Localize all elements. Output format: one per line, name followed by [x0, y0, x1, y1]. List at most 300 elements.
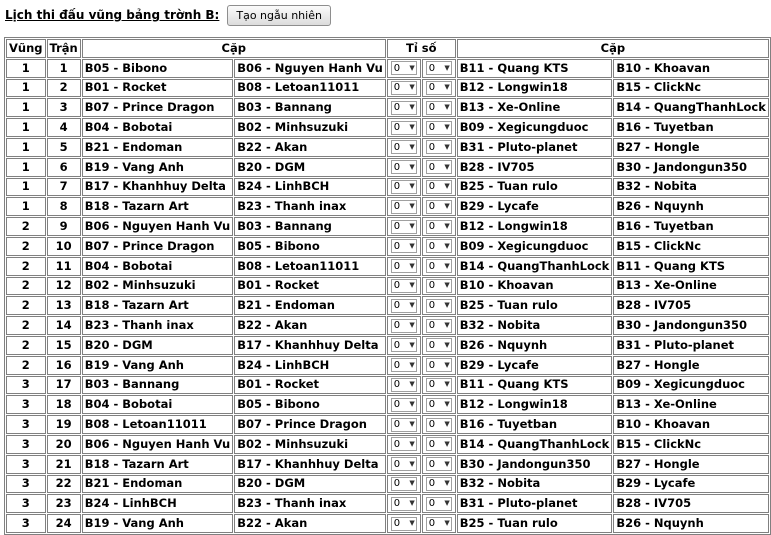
team-cell: B05 - Bibono	[82, 59, 234, 78]
dropdown-arrow-icon: ▼	[409, 241, 415, 250]
team-cell: B28 - IV705	[613, 296, 769, 315]
score-cell	[387, 277, 421, 296]
score-select-value: 0	[428, 221, 436, 233]
team-cell: B05 - Bibono	[234, 237, 386, 256]
score-cell	[387, 514, 421, 533]
team-cell: B20 - DGM	[234, 475, 386, 494]
team-cell: B25 - Tuan rulo	[457, 514, 613, 533]
score-select[interactable]	[426, 477, 452, 491]
team-cell: B29 - Lycafe	[457, 197, 613, 216]
zone-cell: 3	[6, 435, 46, 454]
table-row	[6, 59, 769, 78]
team-cell: B07 - Prince Dragon	[82, 237, 234, 256]
score-select[interactable]	[391, 61, 417, 75]
team-cell: B10 - Khoavan	[457, 277, 613, 296]
table-header-row	[6, 39, 769, 58]
zone-cell: 1	[6, 59, 46, 78]
dropdown-arrow-icon: ▼	[409, 142, 415, 151]
team-cell: B01 - Rocket	[234, 277, 386, 296]
zone-cell: 3	[6, 494, 46, 513]
table-row	[6, 217, 769, 236]
zone-cell: 2	[6, 217, 46, 236]
team-cell: B18 - Tazarn Art	[82, 296, 234, 315]
round-cell: 23	[47, 494, 81, 513]
score-select[interactable]	[426, 497, 452, 511]
team-cell: B18 - Tazarn Art	[82, 455, 234, 474]
score-select[interactable]	[426, 61, 452, 75]
zone-cell: 3	[6, 514, 46, 533]
table-row	[6, 455, 769, 474]
team-cell: B17 - Khanhhuy Delta	[82, 178, 234, 197]
zone-cell: 3	[6, 455, 46, 474]
team-cell: B21 - Endoman	[82, 138, 234, 157]
header-zone: Vũng	[6, 39, 46, 58]
zone-cell: 2	[6, 316, 46, 335]
round-cell: 22	[47, 475, 81, 494]
score-select[interactable]	[426, 378, 452, 392]
score-cell	[387, 98, 421, 117]
score-select-value: 0	[428, 141, 436, 153]
round-cell: 17	[47, 376, 81, 395]
table-row	[6, 395, 769, 414]
dropdown-arrow-icon: ▼	[409, 499, 415, 508]
dropdown-arrow-icon: ▼	[444, 479, 450, 488]
score-select-value: 0	[393, 339, 401, 351]
team-cell: B14 - QuangThanhLock	[613, 98, 769, 117]
score-cell	[387, 138, 421, 157]
dropdown-arrow-icon: ▼	[444, 301, 450, 310]
score-select-value: 0	[428, 438, 436, 450]
dropdown-arrow-icon: ▼	[444, 420, 450, 429]
score-select[interactable]	[391, 259, 417, 273]
round-cell: 12	[47, 277, 81, 296]
score-select-value: 0	[393, 518, 401, 530]
score-cell	[387, 217, 421, 236]
score-select[interactable]	[426, 239, 452, 253]
dropdown-arrow-icon: ▼	[444, 222, 450, 231]
table-row	[6, 356, 769, 375]
score-select-value: 0	[428, 339, 436, 351]
score-cell	[387, 158, 421, 177]
team-cell: B17 - Khanhhuy Delta	[234, 455, 386, 474]
team-cell: B23 - Thanh inax	[82, 316, 234, 335]
team-cell: B15 - ClickNc	[613, 435, 769, 454]
team-cell: B31 - Pluto-planet	[457, 138, 613, 157]
score-cell	[422, 514, 456, 533]
score-select[interactable]	[426, 101, 452, 115]
team-cell: B32 - Nobita	[457, 316, 613, 335]
score-select[interactable]	[391, 140, 417, 154]
table-row	[6, 178, 769, 197]
score-select[interactable]	[426, 220, 452, 234]
score-select[interactable]	[426, 338, 452, 352]
score-select[interactable]	[426, 319, 452, 333]
score-cell	[422, 197, 456, 216]
score-select-value: 0	[393, 240, 401, 252]
round-cell: 24	[47, 514, 81, 533]
round-cell: 2	[47, 79, 81, 98]
round-cell: 5	[47, 138, 81, 157]
dropdown-arrow-icon: ▼	[409, 380, 415, 389]
score-select-value: 0	[428, 300, 436, 312]
dropdown-arrow-icon: ▼	[444, 380, 450, 389]
score-cell	[422, 376, 456, 395]
team-cell: B11 - Quang KTS	[457, 376, 613, 395]
zone-cell: 3	[6, 395, 46, 414]
score-select[interactable]	[391, 101, 417, 115]
team-cell: B01 - Rocket	[82, 79, 234, 98]
dropdown-arrow-icon: ▼	[409, 519, 415, 528]
score-select-value: 0	[393, 478, 401, 490]
score-select[interactable]	[426, 279, 452, 293]
team-cell: B05 - Bibono	[234, 395, 386, 414]
table-row	[6, 376, 769, 395]
team-cell: B03 - Bannang	[234, 217, 386, 236]
score-cell	[387, 395, 421, 414]
team-cell: B24 - LinhBCH	[82, 494, 234, 513]
dropdown-arrow-icon: ▼	[444, 202, 450, 211]
team-cell: B19 - Vang Anh	[82, 514, 234, 533]
score-select-value: 0	[428, 478, 436, 490]
score-select[interactable]	[391, 437, 417, 451]
team-cell: B31 - Pluto-planet	[457, 494, 613, 513]
dropdown-arrow-icon: ▼	[409, 459, 415, 468]
score-cell	[387, 296, 421, 315]
score-cell	[387, 79, 421, 98]
score-select[interactable]	[426, 517, 452, 531]
team-cell: B15 - ClickNc	[613, 237, 769, 256]
score-cell	[387, 356, 421, 375]
score-cell	[422, 356, 456, 375]
score-cell	[422, 158, 456, 177]
score-cell	[422, 257, 456, 276]
dropdown-arrow-icon: ▼	[409, 103, 415, 112]
team-cell: B09 - Xegicungduoc	[613, 376, 769, 395]
zone-cell: 2	[6, 356, 46, 375]
score-cell	[422, 296, 456, 315]
dropdown-arrow-icon: ▼	[409, 439, 415, 448]
team-cell: B11 - Quang KTS	[613, 257, 769, 276]
score-cell	[387, 455, 421, 474]
zone-cell: 2	[6, 336, 46, 355]
dropdown-arrow-icon: ▼	[444, 142, 450, 151]
score-select-value: 0	[393, 102, 401, 114]
score-select-value: 0	[428, 458, 436, 470]
team-cell: B32 - Nobita	[457, 475, 613, 494]
score-cell	[387, 237, 421, 256]
dropdown-arrow-icon: ▼	[409, 63, 415, 72]
team-cell: B10 - Khoavan	[613, 59, 769, 78]
zone-cell: 2	[6, 277, 46, 296]
score-select[interactable]	[426, 437, 452, 451]
team-cell: B01 - Rocket	[234, 376, 386, 395]
team-cell: B04 - Bobotai	[82, 257, 234, 276]
score-cell	[387, 316, 421, 335]
score-cell	[422, 435, 456, 454]
team-cell: B04 - Bobotai	[82, 118, 234, 137]
team-cell: B21 - Endoman	[82, 475, 234, 494]
score-select-value: 0	[393, 300, 401, 312]
score-select-value: 0	[428, 359, 436, 371]
team-cell: B25 - Tuan rulo	[457, 296, 613, 315]
round-cell: 9	[47, 217, 81, 236]
dropdown-arrow-icon: ▼	[444, 400, 450, 409]
zone-cell: 1	[6, 79, 46, 98]
team-cell: B17 - Khanhhuy Delta	[234, 336, 386, 355]
team-cell: B21 - Endoman	[234, 296, 386, 315]
dropdown-arrow-icon: ▼	[409, 162, 415, 171]
table-row	[6, 257, 769, 276]
score-select-value: 0	[428, 419, 436, 431]
team-cell: B15 - ClickNc	[613, 79, 769, 98]
team-cell: B09 - Xegicungduoc	[457, 118, 613, 137]
round-cell: 20	[47, 435, 81, 454]
score-select-value: 0	[428, 260, 436, 272]
score-select[interactable]	[426, 180, 452, 194]
score-select[interactable]	[391, 418, 417, 432]
dropdown-arrow-icon: ▼	[444, 83, 450, 92]
score-select[interactable]	[391, 81, 417, 95]
team-cell: B13 - Xe-Online	[613, 395, 769, 414]
score-select-value: 0	[393, 280, 401, 292]
header-score: Tỉ số	[387, 39, 456, 58]
table-row	[6, 336, 769, 355]
score-select[interactable]	[391, 200, 417, 214]
score-cell	[422, 395, 456, 414]
score-cell	[387, 435, 421, 454]
score-select-value: 0	[393, 260, 401, 272]
score-cell	[422, 98, 456, 117]
dropdown-arrow-icon: ▼	[409, 123, 415, 132]
score-cell	[422, 336, 456, 355]
table-row	[6, 475, 769, 494]
table-row	[6, 197, 769, 216]
score-select[interactable]	[391, 160, 417, 174]
zone-cell: 3	[6, 475, 46, 494]
score-select[interactable]	[391, 239, 417, 253]
score-select[interactable]	[426, 140, 452, 154]
zone-cell: 3	[6, 415, 46, 434]
score-select-value: 0	[393, 221, 401, 233]
team-cell: B16 - Tuyetban	[613, 217, 769, 236]
table-row	[6, 277, 769, 296]
score-select[interactable]	[391, 319, 417, 333]
team-cell: B27 - Hongle	[613, 455, 769, 474]
dropdown-arrow-icon: ▼	[444, 281, 450, 290]
score-select-value: 0	[428, 102, 436, 114]
dropdown-arrow-icon: ▼	[409, 479, 415, 488]
score-select-value: 0	[428, 498, 436, 510]
team-cell: B24 - LinhBCH	[234, 356, 386, 375]
zone-cell: 1	[6, 98, 46, 117]
dropdown-arrow-icon: ▼	[409, 400, 415, 409]
table-body	[6, 59, 769, 533]
team-cell: B29 - Lycafe	[613, 475, 769, 494]
score-select-value: 0	[393, 320, 401, 332]
score-select-value: 0	[428, 240, 436, 252]
zone-cell: 1	[6, 178, 46, 197]
score-select[interactable]	[426, 259, 452, 273]
table-row	[6, 415, 769, 434]
score-select[interactable]	[426, 418, 452, 432]
score-select[interactable]	[391, 180, 417, 194]
score-select[interactable]	[391, 299, 417, 313]
score-select[interactable]	[391, 378, 417, 392]
dropdown-arrow-icon: ▼	[444, 123, 450, 132]
round-cell: 1	[47, 59, 81, 78]
dropdown-arrow-icon: ▼	[409, 182, 415, 191]
team-cell: B18 - Tazarn Art	[82, 197, 234, 216]
round-cell: 8	[47, 197, 81, 216]
round-cell: 6	[47, 158, 81, 177]
score-select[interactable]	[391, 121, 417, 135]
team-cell: B04 - Bobotai	[82, 395, 234, 414]
team-cell: B07 - Prince Dragon	[82, 98, 234, 117]
dropdown-arrow-icon: ▼	[409, 261, 415, 270]
score-select[interactable]	[426, 299, 452, 313]
score-cell	[387, 494, 421, 513]
dropdown-arrow-icon: ▼	[444, 499, 450, 508]
team-cell: B02 - Minhsuzuki	[234, 435, 386, 454]
dropdown-arrow-icon: ▼	[444, 459, 450, 468]
team-cell: B22 - Akan	[234, 316, 386, 335]
score-cell	[422, 178, 456, 197]
score-cell	[387, 336, 421, 355]
score-select-value: 0	[393, 181, 401, 193]
score-cell	[387, 118, 421, 137]
score-select-value: 0	[428, 82, 436, 94]
team-cell: B12 - Longwin18	[457, 79, 613, 98]
team-cell: B27 - Hongle	[613, 138, 769, 157]
score-select[interactable]	[391, 338, 417, 352]
score-select-value: 0	[428, 320, 436, 332]
team-cell: B22 - Akan	[234, 138, 386, 157]
team-cell: B20 - DGM	[82, 336, 234, 355]
score-select-value: 0	[428, 379, 436, 391]
team-cell: B23 - Thanh inax	[234, 197, 386, 216]
zone-cell: 1	[6, 158, 46, 177]
dropdown-arrow-icon: ▼	[444, 519, 450, 528]
score-select[interactable]	[426, 200, 452, 214]
score-cell	[422, 316, 456, 335]
score-select[interactable]	[391, 517, 417, 531]
dropdown-arrow-icon: ▼	[444, 162, 450, 171]
team-cell: B26 - Nquynh	[613, 197, 769, 216]
score-cell	[422, 494, 456, 513]
team-cell: B26 - Nquynh	[613, 514, 769, 533]
score-select-value: 0	[393, 82, 401, 94]
score-select[interactable]	[391, 398, 417, 412]
table-row	[6, 316, 769, 335]
team-cell: B12 - Longwin18	[457, 395, 613, 414]
score-select-value: 0	[393, 379, 401, 391]
score-select[interactable]	[426, 121, 452, 135]
round-cell: 16	[47, 356, 81, 375]
team-cell: B28 - IV705	[613, 494, 769, 513]
team-cell: B07 - Prince Dragon	[234, 415, 386, 434]
score-select-value: 0	[393, 438, 401, 450]
score-select[interactable]	[391, 497, 417, 511]
score-select-value: 0	[428, 181, 436, 193]
round-cell: 14	[47, 316, 81, 335]
dropdown-arrow-icon: ▼	[409, 281, 415, 290]
table-row	[6, 494, 769, 513]
table-row	[6, 296, 769, 315]
score-select-value: 0	[428, 399, 436, 411]
table-row	[6, 138, 769, 157]
score-select-value: 0	[393, 141, 401, 153]
score-select[interactable]	[391, 220, 417, 234]
score-select[interactable]	[391, 477, 417, 491]
score-select[interactable]	[391, 457, 417, 471]
score-select[interactable]	[426, 398, 452, 412]
team-cell: B14 - QuangThanhLock	[457, 257, 613, 276]
dropdown-arrow-icon: ▼	[409, 360, 415, 369]
dropdown-arrow-icon: ▼	[444, 241, 450, 250]
team-cell: B20 - DGM	[234, 158, 386, 177]
team-cell: B12 - Longwin18	[457, 217, 613, 236]
zone-cell: 1	[6, 197, 46, 216]
score-cell	[387, 415, 421, 434]
team-cell: B06 - Nguyen Hanh Vu	[82, 217, 234, 236]
score-select[interactable]	[391, 279, 417, 293]
score-cell	[422, 217, 456, 236]
dropdown-arrow-icon: ▼	[409, 321, 415, 330]
score-select[interactable]	[391, 358, 417, 372]
dropdown-arrow-icon: ▼	[444, 439, 450, 448]
round-cell: 10	[47, 237, 81, 256]
dropdown-arrow-icon: ▼	[409, 340, 415, 349]
table-row	[6, 514, 769, 533]
score-select[interactable]	[426, 81, 452, 95]
random-generate-button[interactable]: Tạo ngẫu nhiên	[227, 5, 331, 26]
table-row	[6, 237, 769, 256]
score-select[interactable]	[426, 160, 452, 174]
round-cell: 13	[47, 296, 81, 315]
team-cell: B16 - Tuyetban	[457, 415, 613, 434]
team-cell: B23 - Thanh inax	[234, 494, 386, 513]
score-select[interactable]	[426, 358, 452, 372]
score-select[interactable]	[426, 457, 452, 471]
team-cell: B03 - Bannang	[234, 98, 386, 117]
table-row	[6, 435, 769, 454]
round-cell: 15	[47, 336, 81, 355]
team-cell: B24 - LinhBCH	[234, 178, 386, 197]
team-cell: B22 - Akan	[234, 514, 386, 533]
team-cell: B08 - Letoan11011	[234, 79, 386, 98]
team-cell: B02 - Minhsuzuki	[234, 118, 386, 137]
dropdown-arrow-icon: ▼	[409, 420, 415, 429]
schedule-title: Lịch thi đấu vũng bảng trờnh B:	[5, 8, 220, 22]
score-cell	[387, 197, 421, 216]
score-cell	[387, 376, 421, 395]
dropdown-arrow-icon: ▼	[444, 103, 450, 112]
dropdown-arrow-icon: ▼	[444, 63, 450, 72]
team-cell: B28 - IV705	[457, 158, 613, 177]
team-cell: B11 - Quang KTS	[457, 59, 613, 78]
team-cell: B32 - Nobita	[613, 178, 769, 197]
team-cell: B13 - Xe-Online	[613, 277, 769, 296]
dropdown-arrow-icon: ▼	[409, 202, 415, 211]
round-cell: 18	[47, 395, 81, 414]
team-cell: B06 - Nguyen Hanh Vu	[82, 435, 234, 454]
score-select-value: 0	[393, 498, 401, 510]
team-cell: B09 - Xegicungduoc	[457, 237, 613, 256]
team-cell: B25 - Tuan rulo	[457, 178, 613, 197]
table-row	[6, 79, 769, 98]
score-select-value: 0	[393, 62, 401, 74]
dropdown-arrow-icon: ▼	[409, 301, 415, 310]
